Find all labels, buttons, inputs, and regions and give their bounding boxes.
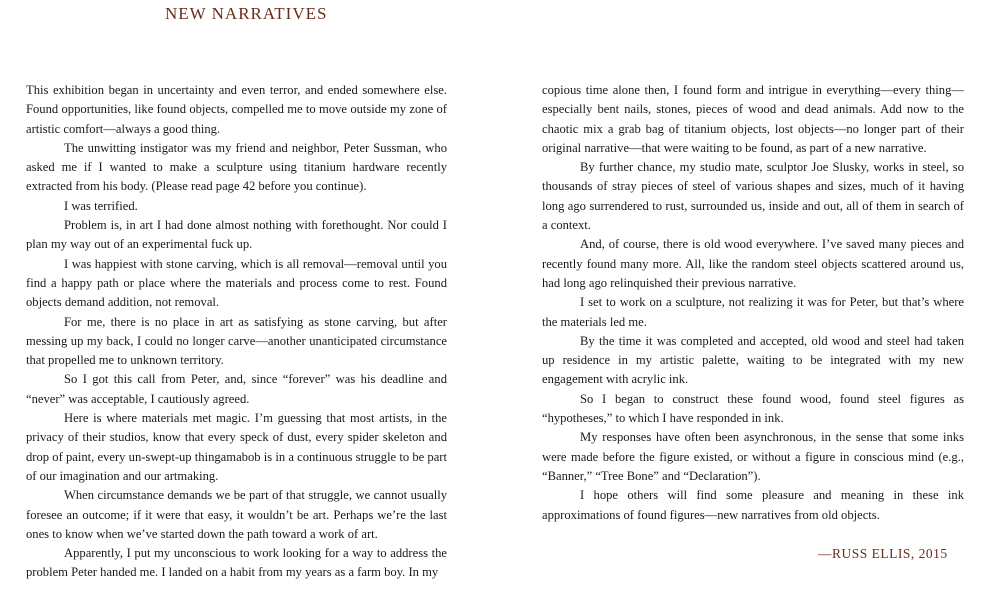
page-title: NEW NARRATIVES	[165, 4, 328, 23]
paragraph: This exhibition began in uncertainty and even terror, and ended somewhere else. Found opportunities, like found objects, compelled me to move outside my zone of artistic comfort—always a good thing.	[26, 83, 447, 136]
paragraph: So I got this call from Peter, and, since “forever” was his deadline and “never” was acceptable, I cautiously agreed.	[26, 372, 447, 406]
paragraph: I hope others will find some pleasure and meaning in these ink approximations of found figures—new narratives from old objects.	[542, 488, 964, 522]
paragraph: Problem is, in art I had done almost nothing with forethought. Nor could I plan my way out of an experimental fuck up.	[26, 218, 447, 252]
paragraph: copious time alone then, I found form and intrigue in everything—every thing—especially bent nails, stones, pieces of wood and dead animals. Add now to the chaotic mix a grab bag of titanium objects, lost objects—no longer part of their original narrative—that were waiting to be found, as part of a new narrative.	[542, 83, 964, 155]
left-text-column	[26, 81, 447, 583]
author-signature: —RUSS ELLIS, 2015	[818, 546, 948, 561]
paragraph: My responses have often been asynchronous, in the sense that some inks were made before the figure existed, or without a figure in conscious mind (e.g., “Banner,” “Tree Bone” and “Declaration”).	[542, 430, 964, 483]
paragraph: For me, there is no place in art as satisfying as stone carving, but after messing up my back, I could no longer carve—another unanticipated circumstance that propelled me to unknown territory.	[26, 314, 447, 368]
paragraph: The unwitting instigator was my friend and neighbor, Peter Sussman, who asked me if I wanted to make a sculpture using titanium hardware recently extracted from his body. (Please read page 42 before you continue).	[26, 140, 447, 194]
paragraph: By further chance, my studio mate, sculptor Joe Slusky, works in steel, so thousands of stray pieces of steel of various shapes and sizes, much of it having long ago surrendered to rust, surrounded us, inside and out, all of them in search of a context.	[542, 160, 964, 233]
paragraph: By the time it was completed and accepted, old wood and steel had taken up residence in my artistic palette, waiting to be integrated with my new engagement with acrylic ink.	[542, 333, 964, 387]
paragraph: I was happiest with stone carving, which is all removal—removal until you find a happy path or place where the materials and process come to rest. Found objects demand addition, not removal.	[26, 256, 447, 310]
paragraph: And, of course, there is old wood everywhere. I’ve saved many pieces and recently found many more. All, like the random steel objects scattered around us, had long ago relinquished their previous narrative.	[542, 237, 964, 290]
right-text-column	[542, 81, 964, 525]
paragraph: I was terrified.	[64, 198, 138, 213]
paragraph: Here is where materials met magic. I’m guessing that most artists, in the privacy of their studios, know that every speck of dust, every spider skeleton and drop of paint, every un-swept-up thingamabob is in a continuous struggle to be part of our imagination and our artmaking.	[26, 411, 447, 483]
paragraph: When circumstance demands we be part of that struggle, we cannot usually foresee an outcome; if it were that easy, it wouldn’t be art. Perhaps we’re the last ones to know when we’ve started down the path toward a work of art.	[26, 488, 447, 541]
paragraph: Apparently, I put my unconscious to work looking for a way to address the problem Peter handed me. I landed on a habit from my years as a farm boy. In my	[26, 546, 447, 580]
paragraph: So I began to construct these found wood, found steel figures as “hypotheses,” to which I have responded in ink.	[542, 391, 964, 426]
paragraph: I set to work on a sculpture, not realizing it was for Peter, but that’s where the materials led me.	[542, 295, 964, 329]
